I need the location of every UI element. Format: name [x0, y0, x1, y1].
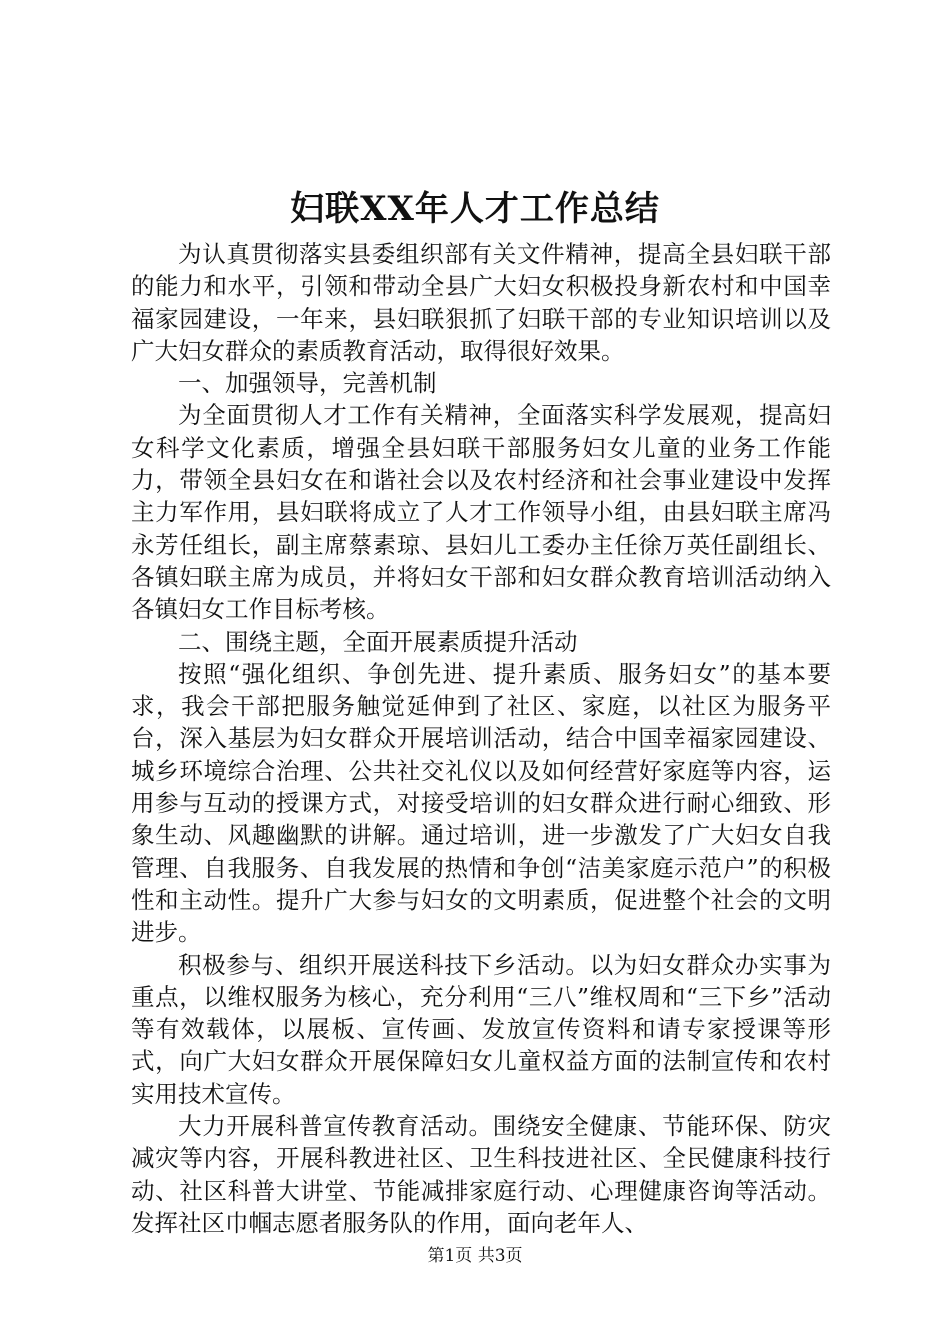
- document-body: [131, 238, 831, 1239]
- document-title: 妇联XX年人才工作总结: [290, 189, 660, 229]
- paragraph-science-education: 大力开展科普宣传教育活动。围绕安全健康、节能环保、防灾减灾等内容，开展科教进社区、卫生科技进社区、全民健康科技行动、社区科普大讲堂、节能减排家庭行动、心理健康咨询等活动。发挥社区巾帼志愿者服务队的作用，面向老年人、: [131, 1112, 831, 1237]
- paragraph-leadership: 为全面贯彻人才工作有关精神，全面落实科学发展观，提高妇女科学文化素质，增强全县妇联干部服务妇女儿童的业务工作能力，带领全县妇女在和谐社会以及农村经济和社会事业建设中发挥主力军作用，县妇联将成立了人才工作领导小组，由县妇联主席冯永芳任组长，副主席蔡素琼、县妇儿工委办主任徐万英任副组长、各镇妇联主席为成员，并将妇女干部和妇女群众教育培训活动纳入各镇妇女工作目标考核。: [131, 401, 831, 624]
- paragraph-intro: 为认真贯彻落实县委组织部有关文件精神，提高全县妇联干部的能力和水平，引领和带动全县广大妇女积极投身新农村和中国幸福家园建设，一年来，县妇联狠抓了妇联干部的专业知识培训以及广大妇女群众的素质教育活动，取得很好效果。: [131, 240, 831, 365]
- section-heading-1: 一、加强领导，完善机制: [178, 369, 437, 398]
- paragraph-training: 按照“强化组织、争创先进、提升素质、服务妇女”的基本要求，我会干部把服务触觉延伸到了社区、家庭，以社区为服务平台，深入基层为妇女群众开展培训活动，结合中国幸福家园建设、城乡环境综合治理、公共社交礼仪以及如何经营好家庭等内容，运用参与互动的授课方式，对接受培训的妇女群众进行耐心细致、形象生动、风趣幽默的讲解。通过培训，进一步激发了广大妇女自我管理、自我服务、自我发展的热情和争创“洁美家庭示范户”的积极性和主动性。提升广大参与妇女的文明素质，促进整个社会的文明进步。: [131, 659, 831, 947]
- paragraph-tech-to-village: 积极参与、组织开展送科技下乡活动。以为妇女群众办实事为重点，以维权服务为核心，充分利用“三八”维权周和“三下乡”活动等有效载体，以展板、宣传画、发放宣传资料和请专家授课等形式，向广大妇女群众开展保障妇女儿童权益方面的法制宣传和农村实用技术宣传。: [131, 950, 831, 1108]
- section-heading-2: 二、围绕主题，全面开展素质提升活动: [178, 627, 578, 656]
- page-footer: 第1页 共3页: [427, 1246, 523, 1266]
